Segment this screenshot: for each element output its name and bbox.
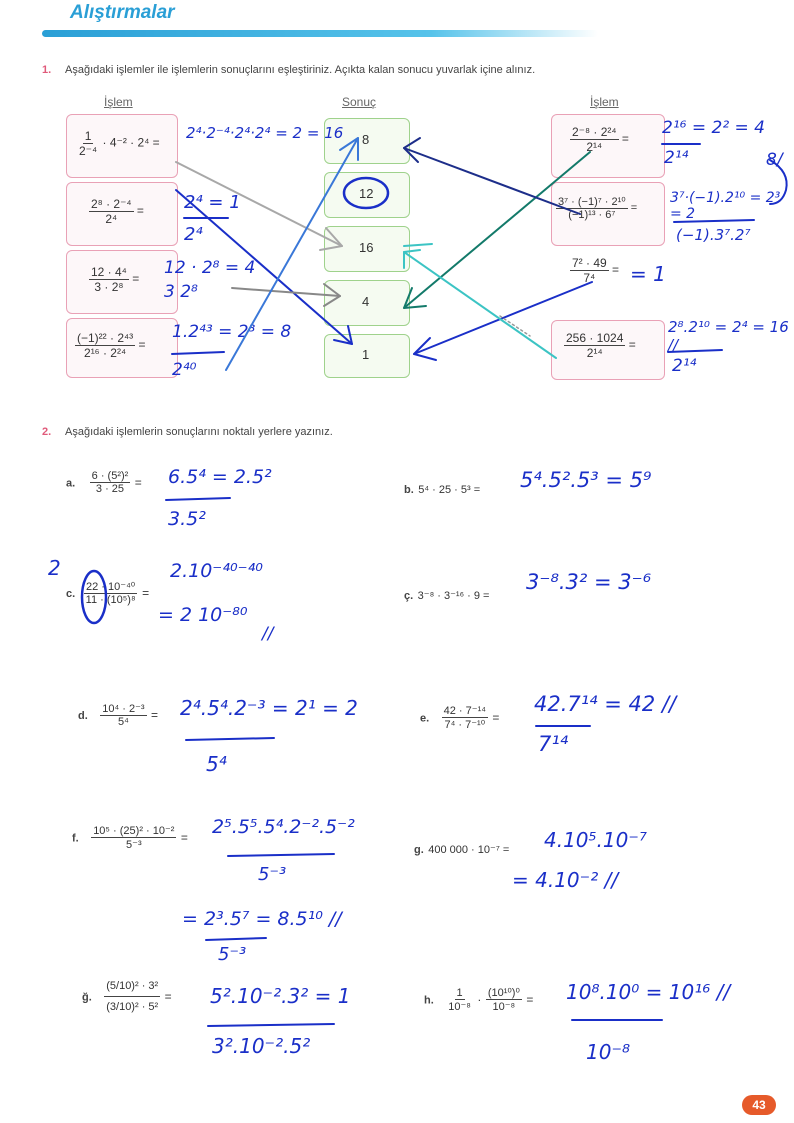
hand-right-2: 2¹⁴ (664, 148, 689, 168)
result-value-2: 12 (359, 186, 374, 201)
hand-bar-q1-right4 (668, 350, 722, 352)
q2d-label: d. (78, 710, 88, 723)
arrow-right4-to-16-head (404, 250, 420, 268)
q2g2-answer-2: 3².10⁻².5² (212, 1034, 311, 1058)
q2c-eq: = (142, 586, 150, 601)
page-number-badge: 43 (742, 1095, 776, 1115)
q2f-num: 10⁵ · (25)² · 10⁻² (93, 825, 175, 837)
q2f-den: 5⁻³ (126, 839, 142, 851)
q2g-answer-2: = 4.10⁻² // (512, 868, 619, 892)
hand-bar-q2a (166, 498, 230, 500)
q2c-margin-note: 2 (48, 556, 61, 580)
hand-left-1: 2⁴·2⁻⁴·2⁴·2⁴ = 2 = 16 (186, 124, 344, 142)
short-arrow-16 (404, 244, 432, 246)
q2d-eq: = (151, 708, 159, 723)
hand-bar-q2d (186, 738, 274, 740)
q2b-answer: 5⁴.5².5³ = 5⁹ (520, 468, 652, 492)
left-op-4-num: (−1)²² · 2⁴³ (77, 331, 134, 345)
hand-right-5: (−1).3⁷.2⁷ (676, 226, 751, 244)
left-op-1-den: 2⁻⁴ (79, 144, 98, 158)
q2c2-expr: 3⁻⁸ · 3⁻¹⁶ · 9 = (417, 590, 490, 602)
q2h-num2: (10¹⁰)⁰ (487, 987, 520, 999)
q2e-answer-2: 7¹⁴ (538, 732, 569, 756)
q2a-den: 3 · 25 (95, 483, 125, 495)
arrow-left2-to-1 (176, 190, 352, 344)
q2f-answer-2: 5⁻³ (258, 864, 287, 885)
q1-instruction: Aşağıdaki işlemler ile işlemlerin sonuçlarını eşleştiriniz. Açıkta kalan sonucu yuvarlak içine alınız. (65, 64, 536, 76)
q2e-den: 7⁴ · 7⁻¹⁰ (444, 719, 486, 731)
q2g2-den: (3/10)² · 5² (106, 1001, 159, 1013)
right-op-4-rest: = (628, 337, 636, 352)
page-title: Alıştırmalar (70, 2, 175, 23)
hand-bar-q1-left4 (172, 352, 224, 354)
result-value-4: 4 (362, 294, 370, 309)
q2-number: 2. (42, 426, 52, 438)
result-value-1: 8 (362, 132, 370, 147)
q2-instruction: Aşağıdaki işlemlerin sonuçlarını noktalı yerlere yazınız. (65, 426, 333, 438)
q2e-num: 42 · 7⁻¹⁴ (443, 705, 486, 717)
margin-squiggle (770, 160, 787, 204)
q2a-num: 6 · (5²)² (91, 470, 129, 482)
left-op-3-den: 3 · 2⁸ (94, 280, 124, 294)
q2a-answer-2: 3.5² (168, 508, 206, 530)
q2c-answer-3: // (262, 624, 274, 644)
left-op-4-rest: = (138, 337, 146, 352)
right-op-1-rest: = (621, 131, 629, 146)
q1-number: 1. (42, 64, 52, 76)
q1-col-right-header: İşlem (590, 95, 619, 109)
hand-bar-q2f-2 (206, 938, 266, 940)
arrow-left1-to-16 (176, 162, 342, 246)
circle-around-22-11 (82, 571, 106, 623)
right-op-2-num: 3⁷ · (−1)⁷ · 2¹⁰ (558, 196, 626, 208)
q2e-eq: = (492, 710, 500, 725)
q2f-eq: = (180, 830, 188, 845)
q2g2-answer-1: 5².10⁻².3² = 1 (210, 984, 351, 1008)
result-value-5: 1 (362, 347, 370, 362)
arrow-right1-to-4 (404, 152, 590, 308)
hand-bar-q1-right2 (674, 220, 754, 222)
right-op-3-den: 7⁴ (583, 271, 596, 285)
q2c-answer-1: 2.10⁻⁴⁰⁻⁴⁰ (170, 560, 263, 582)
q2d-num: 10⁴ · 2⁻³ (102, 703, 145, 715)
q2c-num: 22 · 10⁻⁴⁰ (86, 581, 136, 593)
arrow-left4-to-8 (226, 138, 358, 370)
right-op-2-rest: = (630, 201, 638, 214)
hand-left-5: 3 2⁸ (164, 282, 198, 302)
q2f-answer-1: 2⁵.5⁵.5⁴.2⁻².5⁻² (212, 816, 355, 838)
q2h-expression: h. $\frac{1}{\text{10⁻⁸}}$ · $\frac{\text{(10¹⁰)⁰}}{\text{10⁻⁸}}$ = (424, 986, 534, 1013)
hand-right-1: 2¹⁶ = 2² = 4 (662, 118, 765, 138)
q2h-answer-1: 10⁸.10⁰ = 10¹⁶ // (566, 980, 731, 1004)
hand-left-7: 2⁴⁰ (172, 360, 197, 380)
q2h-label: h. (424, 994, 434, 1007)
q1-col-mid-header: Sonuç (342, 95, 377, 109)
hand-right-8: 2¹⁴ (672, 356, 697, 376)
q2e-answer-1: 42.7¹⁴ = 42 // (534, 692, 677, 716)
q2d-den: 5⁴ (117, 716, 129, 728)
q2h-num: 1 (456, 986, 463, 999)
q2f-label: f. (72, 832, 79, 845)
q2b-label: b. (404, 484, 414, 496)
circle-around-12 (344, 178, 388, 208)
q1-col-left-header: İşlem (104, 95, 133, 109)
hand-left-2: 2⁴ = 1 (184, 192, 241, 213)
hand-left-3: 2⁴ (184, 224, 203, 245)
q2c-den: 11 · (10⁵)⁸ (85, 594, 136, 606)
q2c-label: c. (66, 588, 76, 601)
q2g2-label: ğ. (82, 991, 92, 1004)
hand-right-6: = 1 (630, 262, 666, 286)
left-op-4-den: 2¹⁶ · 2²⁴ (84, 346, 127, 360)
q2b-expr: 5⁴ · 25 · 5³ = (418, 484, 481, 496)
q2g-expr: 400 000 · 10⁻⁷ = (428, 844, 510, 856)
arrow-right3-to-1 (414, 282, 592, 354)
hand-right-7: 2⁸.2¹⁰ = 2⁴ = 16 // (668, 318, 789, 354)
q2e-label: e. (420, 712, 430, 725)
hand-right-4: 3⁷·(−1).2¹⁰ = 2³ = 2 (670, 190, 781, 222)
dotted-trail (500, 316, 530, 336)
q2f-answer-4: 5⁻³ (218, 944, 247, 965)
q2c2-label: ç. (404, 590, 414, 602)
right-op-3-rest: = (612, 262, 620, 277)
left-op-2-den: 2⁴ (105, 212, 118, 226)
arrow-right2-to-8 (404, 148, 580, 214)
hand-left-6: 1.2⁴³ = 2³ = 8 (172, 322, 292, 342)
result-value-3: 16 (359, 240, 374, 255)
arrow-left3-to-4 (232, 288, 340, 296)
right-op-4-num: 256 · 1024 (566, 331, 624, 345)
left-op-3-num: 12 · 4⁴ (91, 265, 127, 279)
right-op-4-den: 2¹⁴ (586, 346, 603, 360)
q2h-eq: = (526, 992, 534, 1007)
hand-left-4: 12 · 2⁸ = 4 (164, 258, 256, 278)
q2c-answer-2: = 2 10⁻⁸⁰ (158, 604, 248, 626)
arrow-left1-to-16-head (320, 228, 342, 250)
left-op-2-rest: = (136, 203, 144, 218)
left-op-2-num: 2⁸ · 2⁻⁴ (91, 197, 132, 211)
left-op-1-rest: · 4⁻² · 2⁴ = (102, 135, 160, 150)
right-op-2-den: (−1)¹³ · 6⁷ (568, 209, 616, 221)
q2g2-eq: = (164, 989, 172, 1004)
q2f-answer-3: = 2³.5⁷ = 8.5¹⁰ // (182, 908, 342, 930)
q2h-answer-2: 10⁻⁸ (586, 1040, 631, 1064)
q2a-eq: = (134, 475, 142, 490)
left-op-1-num: 1 (84, 129, 92, 143)
q2d-answer-2: 5⁴ (206, 752, 227, 776)
q2g-answer-1: 4.10⁵.10⁻⁷ (544, 828, 647, 852)
hand-right-3: 8/ (766, 150, 783, 170)
hand-bar-q2g2 (208, 1024, 334, 1026)
right-op-3-num: 7² · 49 (572, 256, 607, 270)
q2g-label: g. (414, 844, 424, 856)
q2a-label: a. (66, 477, 76, 490)
q2d-answer-1: 2⁴.5⁴.2⁻³ = 2¹ = 2 (180, 696, 358, 720)
q2h-den: 10⁻⁸ (448, 1000, 471, 1013)
q2g2-num: (5/10)² · 3² (104, 976, 160, 997)
hand-bar-q2f-1 (228, 854, 334, 856)
left-op-3-rest: = (132, 271, 140, 286)
right-op-1-num: 2⁻⁸ · 2²⁴ (572, 125, 617, 139)
q2c2-answer: 3⁻⁸.3² = 3⁻⁶ (526, 570, 652, 594)
q2h-den2: 10⁻⁸ (492, 1001, 516, 1013)
right-op-1-den: 2¹⁴ (586, 140, 603, 154)
q2a-answer-1: 6.5⁴ = 2.5² (168, 466, 272, 488)
